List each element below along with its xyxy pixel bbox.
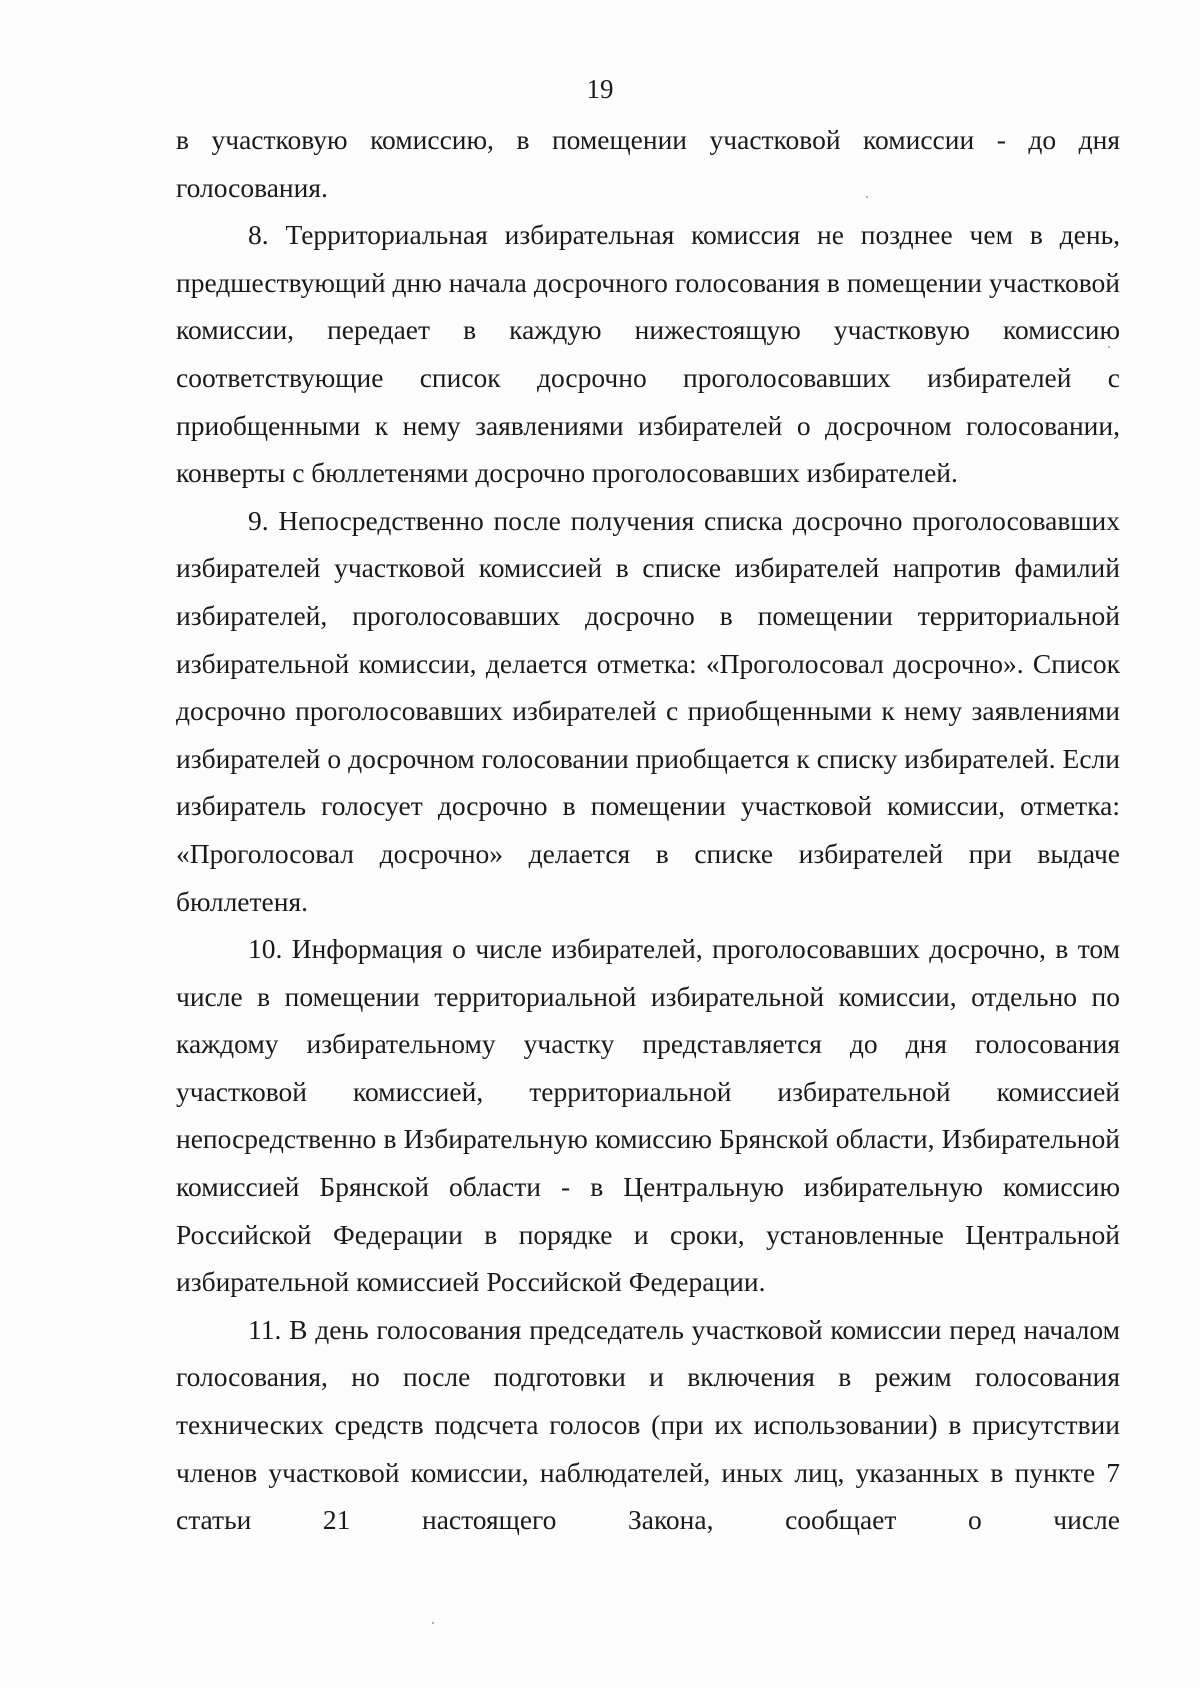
- paragraph-item-8: 8. Территориальная избирательная комиссия не позднее чем в день, предшествующий дню начала досрочного голосования в помещении участковой комиссии, передает в каждую нижестоящую участковую комиссию соответствующие список досрочно проголосовавших избирателей с приобщенными к нему заявлениями избирателей о досрочном голосовании, конверты с бюллетенями досрочно проголосовавших избирателей.: [176, 219, 1120, 489]
- paragraph-item-11: 11. В день голосования председатель участковой комиссии перед началом голосования, но после подготовки и включения в режим голосования технических средств подсчета голосов (при их использовании) в присутствии членов участковой комиссии, наблюдателей, иных лиц, указанных в пункте 7 статьи 21 настоящего Закона, сообщает о числе: [176, 1313, 1120, 1536]
- paragraph-item-9: 9. Непосредственно после получения списка досрочно проголосовавших избирателей участковой комиссией в списке избирателей напротив фамилий избирателей, проголосовавших досрочно в помещении территориальной избирательной комиссии, делается отметка: «Проголосовал досрочно». Список досрочно проголосовавших избирателей с приобщенными к нему заявлениями избирателей о досрочном голосовании приобщается к списку избирателей. Если избиратель голосует досрочно в помещении участковой комиссии, отметка: «Проголосовал досрочно» делается в списке избирателей при выдаче бюллетеня.: [176, 504, 1120, 917]
- document-body: [176, 116, 1120, 1544]
- page-number: 19: [586, 74, 614, 104]
- paragraph-item-10: 10. Информация о числе избирателей, проголосовавших досрочно, в том числе в помещении территориальной избирательной комиссии, отдельно по каждому избирательному участку представляется до дня голосования участковой комиссией, территориальной избирательной комиссией непосредственно в Избирательную комиссию Брянской области, Избирательной комиссией Брянской области - в Центральную избирательную комиссию Российской Федерации в порядке и сроки, установленные Центральной избирательной комиссией Российской Федерации.: [176, 933, 1120, 1298]
- scan-speck: [432, 1622, 434, 1624]
- scan-speck: [866, 196, 868, 198]
- scan-speck: [1108, 346, 1110, 348]
- paragraph-continuation: в участковую комиссию, в помещении участковой комиссии - до дня голосования.: [176, 124, 1120, 203]
